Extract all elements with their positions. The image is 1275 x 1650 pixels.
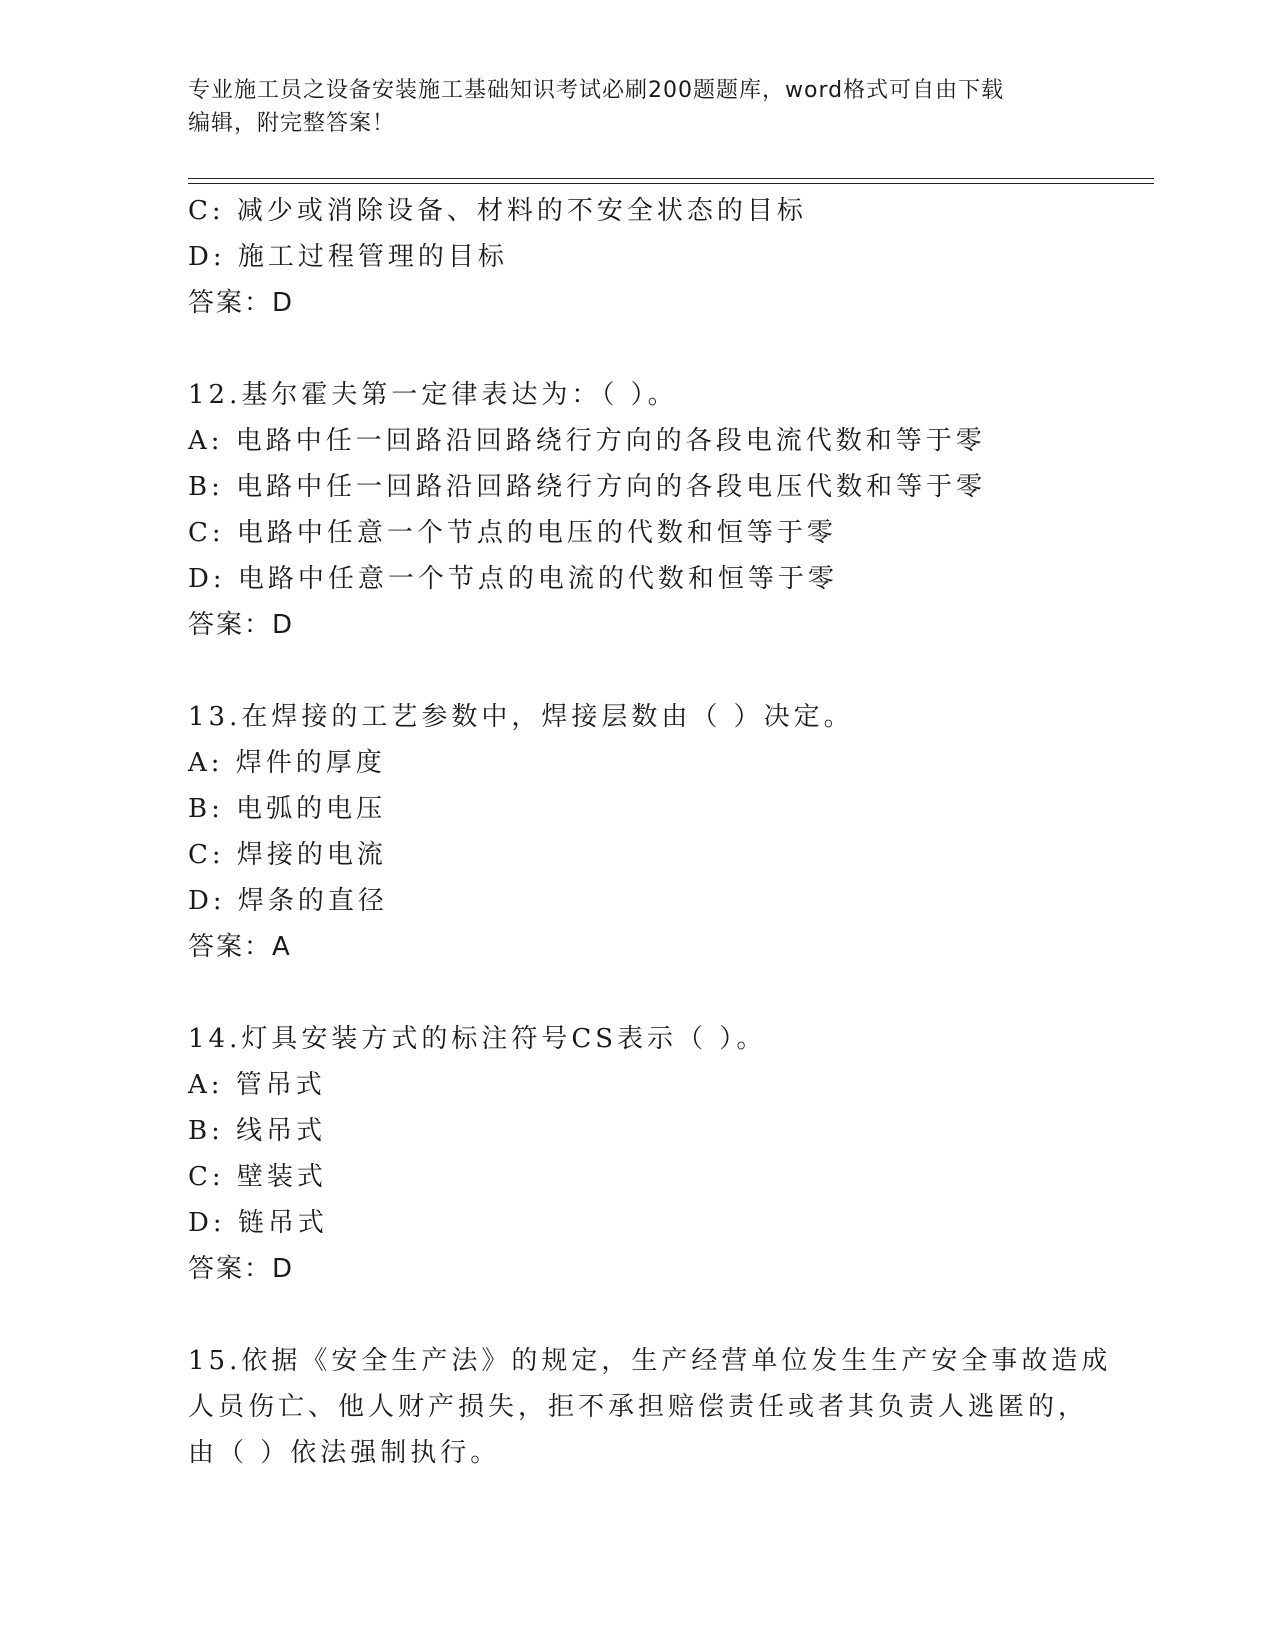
question-11-tail	[188, 188, 1148, 326]
question-text: 14.灯具安装方式的标注符号CS表示（ ）。	[188, 1024, 767, 1054]
option-d: D: 电路中任意一个节点的电流的代数和恒等于零	[188, 564, 838, 594]
option-c: C: 焊接的电流	[188, 840, 387, 870]
spacer	[188, 326, 1148, 372]
question-text: 13.在焊接的工艺参数中，焊接层数由（ ）决定。	[188, 702, 854, 732]
option-d: D: 焊条的直径	[188, 886, 388, 916]
spacer	[188, 648, 1148, 694]
question-13	[188, 694, 1148, 970]
answer: 答案：D	[188, 1254, 295, 1284]
document-header	[188, 74, 1088, 140]
option-b: B: 电路中任一回路沿回路绕行方向的各段电压代数和等于零	[188, 472, 987, 502]
spacer	[188, 1292, 1148, 1338]
option-a: A: 电路中任一回路沿回路绕行方向的各段电流代数和等于零	[188, 426, 986, 456]
option-a: A: 焊件的厚度	[188, 748, 386, 778]
question-12	[188, 372, 1148, 648]
option-a: A: 管吊式	[188, 1070, 326, 1100]
option-d: D: 施工过程管理的目标	[188, 242, 508, 272]
header-title-line-2: 编辑，附完整答案！	[188, 111, 396, 136]
question-text-line-1: 15.依据《安全生产法》的规定，生产经营单位发生生产安全事故造成	[188, 1346, 1112, 1376]
header-divider-bottom	[188, 183, 1154, 184]
question-text: 12.基尔霍夫第一定律表达为：（ ）。	[188, 380, 678, 410]
question-14	[188, 1016, 1148, 1292]
question-15	[188, 1338, 1148, 1476]
option-b: B: 线吊式	[188, 1116, 327, 1146]
question-text-line-3: 由（ ）依法强制执行。	[188, 1438, 501, 1468]
answer: 答案：A	[188, 932, 292, 962]
question-list	[188, 188, 1148, 1476]
option-c: C: 电路中任意一个节点的电压的代数和恒等于零	[188, 518, 837, 548]
answer: 答案：D	[188, 610, 295, 640]
option-c: C: 减少或消除设备、材料的不安全状态的目标	[188, 196, 807, 226]
answer: 答案：D	[188, 288, 295, 318]
question-text-line-2: 人员伤亡、他人财产损失，拒不承担赔偿责任或者其负责人逃匿的，	[188, 1392, 1089, 1422]
spacer	[188, 970, 1148, 1016]
header-divider-top	[188, 178, 1154, 179]
option-b: B: 电弧的电压	[188, 794, 387, 824]
option-c: C: 壁装式	[188, 1162, 327, 1192]
header-title-line-1: 专业施工员之设备安装施工基础知识考试必刷200题题库，word格式可自由下载	[188, 78, 1005, 103]
option-d: D: 链吊式	[188, 1208, 328, 1238]
